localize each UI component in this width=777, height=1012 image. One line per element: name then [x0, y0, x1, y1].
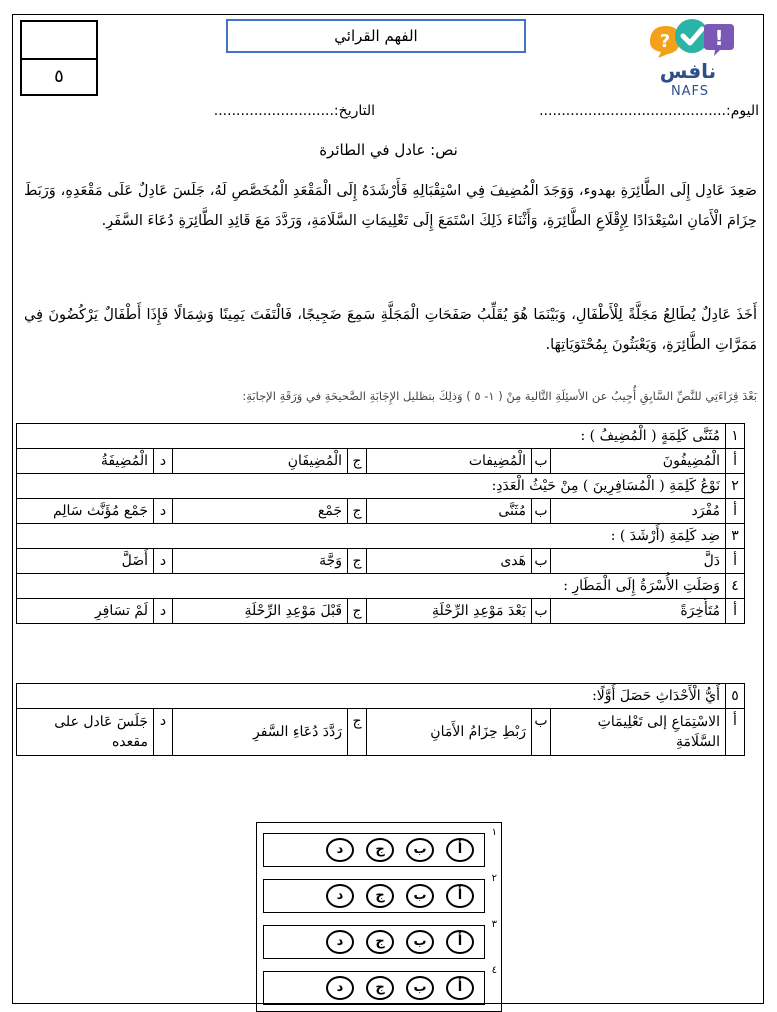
option-letter: أ: [726, 709, 745, 756]
answer-bubble[interactable]: ج: [366, 838, 394, 862]
answer-row-number: ١: [491, 827, 497, 838]
option-text[interactable]: الْمُضِيفُونَ: [551, 449, 726, 474]
answer-sheet: [256, 822, 502, 1012]
option-text[interactable]: قَبْلَ مَوْعِدِ الرِّحْلَةِ: [173, 599, 348, 624]
option-text[interactable]: رَبْطِ حِزَامُ الأَمَانِ: [367, 709, 532, 756]
question-number: ٤: [726, 574, 745, 599]
option-letter: أ: [726, 549, 745, 574]
question-5-table: [16, 683, 745, 756]
answer-row: [257, 963, 503, 1009]
date-field[interactable]: التاريخ:...........................: [213, 103, 375, 119]
question-row: [17, 684, 745, 709]
question-text: نَوْعُ كَلِمَةِ ( الْمُسَافِرِينَ ) مِنْ حَيْثُ الْعَدَدِ:: [17, 474, 726, 499]
option-text[interactable]: جَلَسَ عَادل على مقعده: [17, 709, 154, 756]
answer-bubble[interactable]: أ: [446, 884, 474, 908]
option-text[interactable]: وَجَّهَ: [173, 549, 348, 574]
passage-paragraph-1: صَعِدَ عَادِل إِلَى الطَّائِرَةِ بهدوء، وَوَجَدَ الْمُضِيفَ فِي اسْتِقْبَالِهِ فَأَرْشَدَهُ إِلَى الْمَقْعَدِ الْمُخَصَّصِ لَهُ، جَلَسَ عَادِلٌ عَلَى مَقْعَدِهِ، وَرَبَطَ حِزَامَ الْأَمَانِ اسْتِعْدَادًا لِإِقْلَاعِ الطَّائِرَةِ، وَأَثْنَاءَ ذَلِكَ اسْتَمَعَ إِلَى تَعْلِيمَاتِ السَّلَامَةِ، وَرَدَّدَ مَعَ قَائِدِ الطَّائِرَةِ دُعَاءَ السَّفَرِ.: [24, 183, 757, 229]
question-number: ٢: [726, 474, 745, 499]
option-letter: ب: [532, 549, 551, 574]
options-row: [17, 449, 745, 474]
answer-row-number: ٢: [491, 873, 497, 884]
svg-text:!: !: [714, 26, 724, 50]
question-text: أَيُّ الْأَحْدَاثِ حَصَلَ أَوَّلًا:: [17, 684, 726, 709]
answer-bubble[interactable]: أ: [446, 976, 474, 1000]
question-text: ضِد كَلِمَةِ (أَرْشَدَ ) :: [17, 524, 726, 549]
answer-bubble[interactable]: ب: [406, 838, 434, 862]
option-text[interactable]: مُتَأَخِرَةً: [551, 599, 726, 624]
option-letter: ب: [532, 599, 551, 624]
question-row: [17, 574, 745, 599]
answer-bubble[interactable]: ب: [406, 930, 434, 954]
option-text[interactable]: رَدَّدَ دُعَاءِ السَّفرِ: [173, 709, 348, 756]
option-letter: د: [154, 549, 173, 574]
questions-table: [16, 423, 745, 624]
logo-arabic-text: نافس: [659, 59, 717, 83]
instructions: بَعْدَ قِرَاءَتِي للنَّصِّ السَّابِقِ أُجِيبُ عن الأسئِلَةِ التَّالية مِنْ ( ١- ٥ ) وَذلِكَ بتظليل الإِجَابَةِ الصَّحيحَةِ في وَرَقَةِ الإجابَةِ:: [242, 389, 757, 403]
option-letter: ج: [348, 709, 367, 756]
options-row: [17, 549, 745, 574]
option-letter: د: [154, 599, 173, 624]
answer-bubble[interactable]: د: [326, 838, 354, 862]
option-text[interactable]: الاسْتِمَاعِ إلى تَعْلِيمَاتِ السَّلَامَةِ: [551, 709, 726, 756]
option-text[interactable]: جَمْع: [173, 499, 348, 524]
option-letter: أ: [726, 599, 745, 624]
option-text[interactable]: الْمُضِيفَةُ: [17, 449, 154, 474]
option-letter: د: [154, 449, 173, 474]
answer-bubbles-box: [263, 879, 485, 913]
question-row: [17, 524, 745, 549]
question-text: مُثَنَّى كَلِمَةٍ ( الْمُضِيفُ ) :: [17, 424, 726, 449]
question-row: [17, 474, 745, 499]
option-text[interactable]: بَعْدَ مَوْعِدِ الرِّحْلَةِ: [367, 599, 532, 624]
answer-bubbles-box: [263, 833, 485, 867]
answer-row: [257, 825, 503, 871]
score-box: [20, 20, 98, 96]
option-letter: ب: [532, 499, 551, 524]
option-letter: د: [154, 499, 173, 524]
answer-bubble[interactable]: ج: [366, 884, 394, 908]
answer-bubble[interactable]: ب: [406, 976, 434, 1000]
options-row: [17, 599, 745, 624]
question-number: ٥: [726, 684, 745, 709]
score-earned-cell[interactable]: [22, 22, 96, 60]
worksheet-title: الفهم القرائي: [226, 19, 526, 53]
answer-bubble[interactable]: ب: [406, 884, 434, 908]
option-letter: ج: [348, 449, 367, 474]
score-total: ٥: [54, 66, 64, 87]
answer-row: [257, 871, 503, 917]
answer-bubble[interactable]: ج: [366, 930, 394, 954]
answer-bubble[interactable]: د: [326, 930, 354, 954]
option-letter: ب: [532, 449, 551, 474]
passage-paragraph-2: أَخَذَ عَادِلٌ يُطَالِعُ مَجَلَّةً لِلْأَطْفَالِ، وَبَيْنَمَا هُوَ يُقَلِّبُ صَفَحَاتِ الْمَجَلَّةِ سَمِعَ ضَجِيجًا، فَالْتَفَتَ يَمِينًا وَشِمَالًا فَإِذَا أَطْفَالٌ يَرْكُضُونَ فِي مَمَرَّاتِ الطَّائِرَةِ، وَيَعْبَثُونَ بِمُحْتَوَيَاتِهَا.: [24, 307, 757, 353]
passage-title: نص: عادل في الطائرة: [319, 141, 458, 159]
question-number: ٣: [726, 524, 745, 549]
option-text[interactable]: جَمْع مُؤَنَّث سَالِم: [17, 499, 154, 524]
logo-english-text: NAFS: [670, 84, 710, 98]
question-text: وَصَلَتِ الأُسْرَةُ إِلَى الْمَطَارِ :: [17, 574, 726, 599]
answer-bubble[interactable]: د: [326, 884, 354, 908]
option-letter: ج: [348, 549, 367, 574]
options-row: [17, 499, 745, 524]
day-field[interactable]: اليوم:..........................................: [539, 103, 759, 119]
option-text[interactable]: مُثَنَّى: [367, 499, 532, 524]
option-text[interactable]: الْمُضِيفات: [367, 449, 532, 474]
option-letter: أ: [726, 449, 745, 474]
option-text[interactable]: لَمْ تسَافِرِ: [17, 599, 154, 624]
svg-text:?: ?: [659, 31, 671, 52]
question-row: [17, 424, 745, 449]
option-text[interactable]: أَضَلَّ: [17, 549, 154, 574]
option-text[interactable]: الْمُضِيفَانِ: [173, 449, 348, 474]
answer-bubble[interactable]: د: [326, 976, 354, 1000]
option-text[interactable]: هَدى: [367, 549, 532, 574]
option-letter: أ: [726, 499, 745, 524]
answer-row: [257, 917, 503, 963]
option-letter: د: [154, 709, 173, 756]
answer-bubble[interactable]: ج: [366, 976, 394, 1000]
answer-bubble[interactable]: أ: [446, 838, 474, 862]
option-letter: ج: [348, 499, 367, 524]
option-letter: ب: [532, 709, 551, 756]
answer-bubbles-box: [263, 925, 485, 959]
logo-bubbles-icon: [650, 19, 734, 58]
answer-row-number: ٤: [491, 965, 497, 976]
nafs-logo: [636, 14, 738, 98]
option-text[interactable]: دَلَّ: [551, 549, 726, 574]
option-text[interactable]: مُفْرَد: [551, 499, 726, 524]
question-number: ١: [726, 424, 745, 449]
option-letter: ج: [348, 599, 367, 624]
answer-bubble[interactable]: أ: [446, 930, 474, 954]
options-row: [17, 709, 745, 756]
answer-row-number: ٣: [491, 919, 497, 930]
